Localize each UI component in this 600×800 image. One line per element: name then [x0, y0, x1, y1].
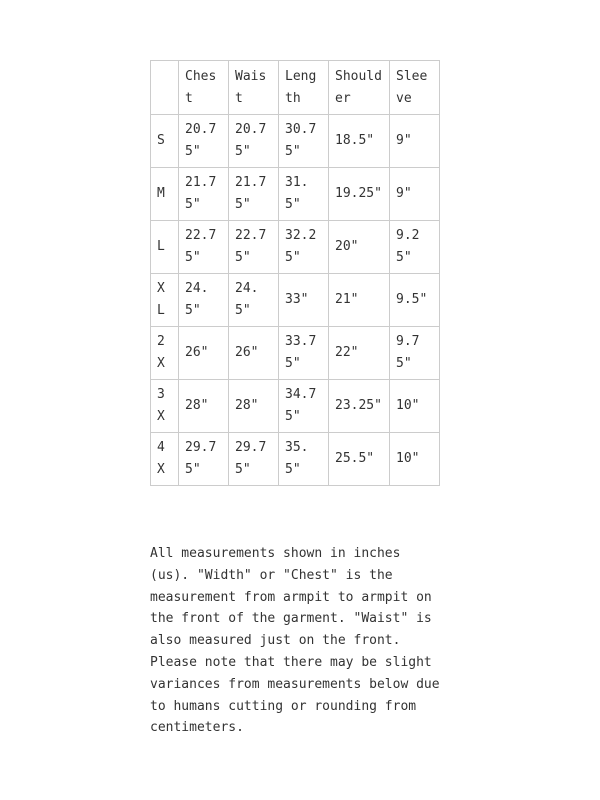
waist-cell: 29.75" [229, 433, 279, 486]
sleeve-cell: 10" [390, 380, 440, 433]
chest-cell: 24.5" [179, 274, 229, 327]
waist-cell: 26" [229, 327, 279, 380]
length-cell: 32.25" [279, 221, 329, 274]
header-cell-chest: Chest [179, 61, 229, 115]
sleeve-cell: 9.25" [390, 221, 440, 274]
shoulder-cell: 23.25" [329, 380, 390, 433]
header-cell-length: Length [279, 61, 329, 115]
size-label-cell: M [151, 168, 179, 221]
chest-cell: 29.75" [179, 433, 229, 486]
shoulder-cell: 20" [329, 221, 390, 274]
sleeve-cell: 9" [390, 115, 440, 168]
chest-cell: 26" [179, 327, 229, 380]
shoulder-cell: 22" [329, 327, 390, 380]
size-label-cell: 3X [151, 380, 179, 433]
sleeve-cell: 9.75" [390, 327, 440, 380]
size-label-cell: S [151, 115, 179, 168]
table-row [151, 380, 440, 433]
length-cell: 33.75" [279, 327, 329, 380]
size-label-cell: 4X [151, 433, 179, 486]
waist-cell: 22.75" [229, 221, 279, 274]
chest-cell: 21.75" [179, 168, 229, 221]
table-row [151, 115, 440, 168]
shoulder-cell: 18.5" [329, 115, 390, 168]
length-cell: 33" [279, 274, 329, 327]
chest-cell: 28" [179, 380, 229, 433]
chest-cell: 22.75" [179, 221, 229, 274]
waist-cell: 21.75" [229, 168, 279, 221]
size-chart-table [150, 60, 440, 486]
shoulder-cell: 19.25" [329, 168, 390, 221]
length-cell: 31.5" [279, 168, 329, 221]
sleeve-cell: 9" [390, 168, 440, 221]
header-cell-waist: Waist [229, 61, 279, 115]
size-label-cell: L [151, 221, 179, 274]
shoulder-cell: 25.5" [329, 433, 390, 486]
sleeve-cell: 9.5" [390, 274, 440, 327]
sleeve-cell: 10" [390, 433, 440, 486]
header-cell-sleeve: Sleeve [390, 61, 440, 115]
size-label-cell: XL [151, 274, 179, 327]
table-row [151, 168, 440, 221]
table-row [151, 274, 440, 327]
length-cell: 34.75" [279, 380, 329, 433]
length-cell: 30.75" [279, 115, 329, 168]
waist-cell: 20.75" [229, 115, 279, 168]
waist-cell: 24.5" [229, 274, 279, 327]
length-cell: 35.5" [279, 433, 329, 486]
table-row [151, 327, 440, 380]
chest-cell: 20.75" [179, 115, 229, 168]
size-label-cell: 2X [151, 327, 179, 380]
waist-cell: 28" [229, 380, 279, 433]
shoulder-cell: 21" [329, 274, 390, 327]
table-row [151, 433, 440, 486]
size-chart-header-row [151, 61, 440, 115]
header-cell-size [151, 61, 179, 115]
table-row [151, 221, 440, 274]
header-cell-shoulder: Shoulder [329, 61, 390, 115]
measurement-note: All measurements shown in inches (us). "Width" or "Chest" is the measurement from armpit to armpit on the front of the garment. "Waist" is also measured just on the front. Please note that there may be slight variances from measurements below due to humans cutting or rounding from centimeters. [150, 546, 440, 736]
